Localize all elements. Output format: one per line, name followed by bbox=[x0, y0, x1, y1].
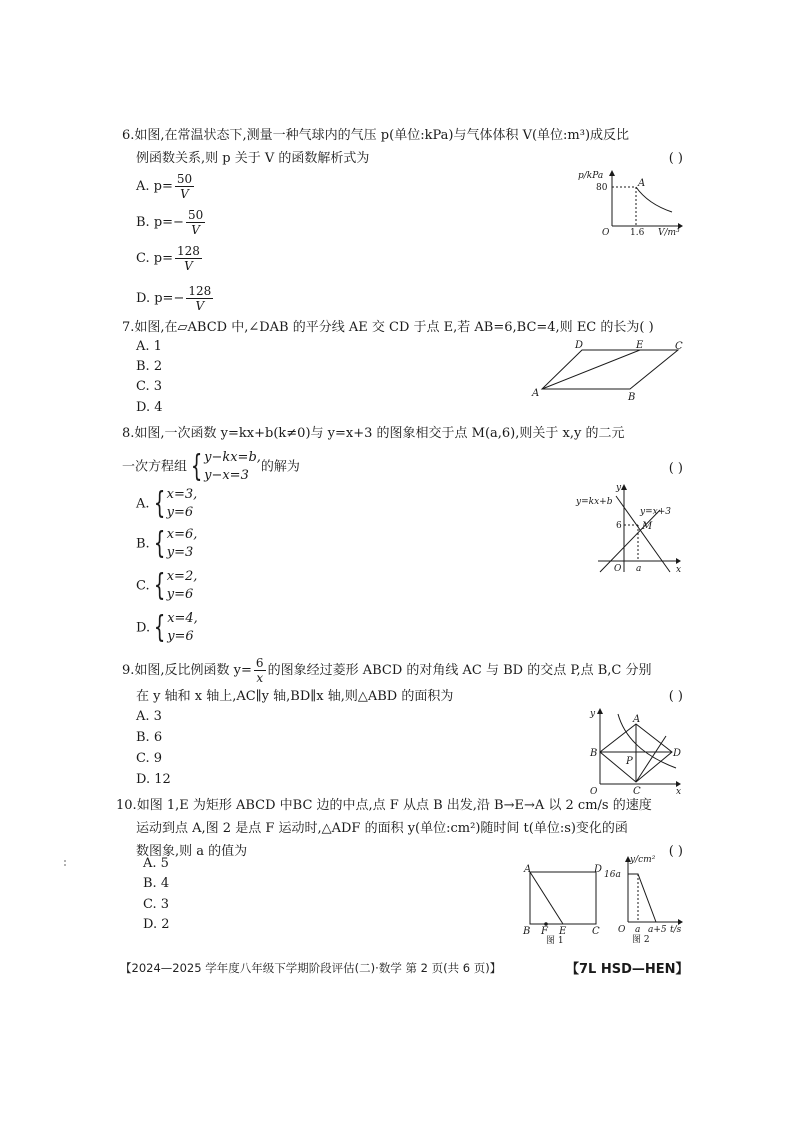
equation: y−x=3 bbox=[204, 468, 249, 483]
x-axis-label: V/m³ bbox=[658, 228, 680, 238]
q9-figure bbox=[584, 704, 684, 800]
point-b-label: B bbox=[523, 926, 531, 937]
question-8 bbox=[122, 422, 683, 485]
question-10-stem-line3 bbox=[116, 840, 683, 863]
question-10-stem bbox=[116, 794, 683, 817]
y-axis-label: y/cm² bbox=[630, 855, 656, 865]
question-6-stem bbox=[122, 124, 683, 147]
answer-bracket: ( ) bbox=[668, 461, 683, 476]
fraction bbox=[186, 208, 205, 237]
question-text: 数图象,则 a 的值为 bbox=[136, 844, 248, 859]
fraction bbox=[175, 172, 194, 201]
point-f-label: F bbox=[541, 926, 548, 937]
equation: y=6 bbox=[167, 629, 194, 644]
question-text: 一次方程组 bbox=[122, 459, 188, 475]
q10-figure-2 bbox=[604, 852, 688, 950]
option-b: B. { x=6, y=3 bbox=[136, 526, 198, 561]
q10-figure-1 bbox=[518, 862, 610, 950]
figure-caption: 图 2 bbox=[632, 935, 650, 945]
option-c: C. 9 bbox=[136, 751, 163, 766]
scan-speck bbox=[64, 860, 66, 862]
point-a-label: A bbox=[524, 864, 532, 875]
option-d: D. { x=4, y=6 bbox=[136, 610, 198, 645]
equation: y=6 bbox=[166, 587, 194, 602]
question-6 bbox=[122, 124, 683, 170]
option-a: A. 3 bbox=[136, 709, 162, 724]
point-c-label: C bbox=[633, 786, 641, 797]
question-text: 如图,在▱ABCD 中,∠DAB 的平分线 AE 交 CD 于点 E,若 AB=6,BC=4,则 EC 的长为( ) bbox=[134, 320, 654, 335]
y-tick: 80 bbox=[596, 183, 608, 193]
question-text: 在 y 轴和 x 轴上,AC∥y 轴,BD∥x 轴,则△ABD 的面积为 bbox=[136, 689, 454, 704]
q6-figure bbox=[570, 168, 690, 240]
question-text: 如图,反比例函数 y= bbox=[134, 663, 252, 678]
option-b: B. 2 bbox=[136, 359, 163, 374]
option-d bbox=[136, 284, 215, 313]
option-label: A. bbox=[136, 496, 150, 512]
point-a-label: A bbox=[532, 388, 540, 399]
numerator: 50 bbox=[187, 208, 204, 222]
option-b: B. 6 bbox=[136, 730, 163, 745]
fraction bbox=[175, 244, 202, 273]
point-label: A bbox=[638, 178, 646, 189]
equation: x=3, bbox=[166, 487, 198, 502]
question-7 bbox=[122, 316, 683, 339]
question-10-stem-line2 bbox=[116, 817, 683, 840]
answer-bracket: ( ) bbox=[668, 689, 683, 704]
equation: y=3 bbox=[166, 545, 194, 560]
option-c: C. 3 bbox=[136, 379, 163, 394]
origin-label: O bbox=[602, 228, 610, 238]
denominator: x bbox=[256, 671, 264, 685]
line2-label: y=x+3 bbox=[640, 507, 671, 517]
numerator: 128 bbox=[176, 244, 200, 258]
point-e-label: E bbox=[636, 340, 644, 351]
equation: y−kx=b, bbox=[204, 450, 261, 465]
question-text: 的解为 bbox=[260, 459, 300, 475]
numerator: 6 bbox=[255, 656, 264, 670]
y-tick: 6 bbox=[616, 521, 622, 531]
y-tick: 16a bbox=[604, 870, 621, 880]
denominator: V bbox=[191, 223, 200, 237]
option-label: B. bbox=[136, 536, 150, 552]
scan-speck bbox=[64, 864, 66, 866]
x-axis-label: t/s bbox=[670, 925, 682, 935]
x-tick-2: a+5 bbox=[648, 925, 667, 935]
point-b-label: B bbox=[628, 392, 636, 403]
origin-label: O bbox=[618, 925, 626, 935]
y-axis-label: p/kPa bbox=[578, 171, 604, 181]
page-footer: 【2024—2025 学年度八年级下学期阶段评估(二)·数学 第 2 页(共 6 页)】 bbox=[120, 961, 502, 975]
fraction bbox=[186, 284, 213, 313]
q7-figure bbox=[530, 338, 690, 404]
question-text: 例函数关系,则 p 关于 V 的函数解析式为 bbox=[136, 151, 370, 166]
point-a-label: A bbox=[633, 714, 641, 725]
option-c bbox=[136, 244, 204, 273]
line1-label: y=kx+b bbox=[576, 497, 613, 507]
numerator: 128 bbox=[188, 284, 212, 298]
option-a: A. 1 bbox=[136, 339, 162, 354]
question-text: 的图象经过菱形 ABCD 的对角线 AC 与 BD 的交点 P,点 B,C 分别 bbox=[267, 663, 652, 678]
option-label: D. bbox=[136, 620, 151, 636]
equation: x=6, bbox=[166, 527, 198, 542]
option-b: B. 4 bbox=[143, 876, 170, 891]
question-number: 7. bbox=[122, 320, 135, 335]
option-label: D. p=− bbox=[136, 291, 185, 306]
option-d: D. 4 bbox=[136, 400, 163, 415]
option-a: A. { x=3, y=6 bbox=[136, 486, 198, 521]
option-c: C. 3 bbox=[143, 897, 170, 912]
question-8-stem-line2 bbox=[122, 449, 683, 485]
question-text: 如图 1,E 为矩形 ABCD 中BC 边的中点,点 F 从点 B 出发,沿 B→E→A 以 2 cm/s 的速度 bbox=[136, 798, 652, 813]
option-label: C. p= bbox=[136, 251, 173, 266]
question-9 bbox=[122, 656, 683, 708]
point-c-label: C bbox=[675, 341, 683, 352]
question-number: 9. bbox=[122, 663, 135, 678]
point-d-label: D bbox=[673, 748, 682, 759]
x-tick: 1.6 bbox=[630, 228, 645, 238]
figure-caption: 图 1 bbox=[546, 936, 564, 946]
question-10 bbox=[116, 794, 683, 863]
option-a: A. 5 bbox=[143, 856, 169, 871]
point-p-label: P bbox=[626, 756, 633, 767]
fraction bbox=[254, 656, 266, 685]
equation: x=2, bbox=[166, 569, 198, 584]
q8-figure bbox=[576, 482, 686, 578]
point-d-label: D bbox=[575, 340, 584, 351]
x-axis-label: x bbox=[676, 787, 682, 797]
answer-bracket: ( ) bbox=[668, 844, 683, 859]
answer-bracket: ( ) bbox=[668, 151, 683, 166]
question-text: 运动到点 A,图 2 是点 F 运动时,△ADF 的面积 y(单位:cm²)随时间 t(单位:s)变化的函 bbox=[136, 821, 628, 836]
equation: x=4, bbox=[167, 611, 198, 626]
question-number: 8. bbox=[122, 426, 135, 441]
question-text: 如图,一次函数 y=kx+b(k≠0)与 y=x+3 的图象相交于点 M(a,6),则关于 x,y 的二元 bbox=[134, 426, 625, 441]
option-d: D. 2 bbox=[143, 917, 170, 932]
question-9-stem bbox=[122, 656, 683, 685]
point-label: M bbox=[642, 521, 653, 532]
origin-label: O bbox=[614, 564, 622, 574]
option-label: B. p=− bbox=[136, 215, 184, 230]
point-e-label: E bbox=[559, 926, 567, 937]
option-label: A. p= bbox=[136, 179, 173, 194]
origin-label: O bbox=[590, 787, 598, 797]
option-b bbox=[136, 208, 207, 237]
denominator: V bbox=[184, 259, 193, 273]
question-6-stem-line2 bbox=[122, 147, 683, 170]
question-text: 如图,在常温状态下,测量一种气球内的气压 p(单位:kPa)与气体体积 V(单位:m³)成反比 bbox=[134, 128, 630, 143]
paper-code: 【7L HSD—HEN】 bbox=[566, 962, 689, 977]
question-8-stem bbox=[122, 422, 683, 445]
equation: y=6 bbox=[166, 505, 194, 520]
x-tick-1: a bbox=[635, 925, 641, 935]
option-a bbox=[136, 172, 196, 201]
denominator: V bbox=[195, 299, 205, 313]
point-b-label: B bbox=[590, 748, 598, 759]
option-label: C. bbox=[136, 578, 150, 594]
numerator: 50 bbox=[176, 172, 193, 186]
question-number: 10. bbox=[116, 798, 137, 813]
point-c-label: C bbox=[592, 926, 600, 937]
point-d-label: D bbox=[594, 864, 603, 875]
equation-system: { y−kx=b, y−x=3 bbox=[190, 449, 261, 484]
denominator: V bbox=[180, 187, 189, 201]
question-number: 6. bbox=[122, 128, 135, 143]
option-c: C. { x=2, y=6 bbox=[136, 568, 198, 603]
y-axis-label: y bbox=[590, 709, 596, 719]
y-axis-label: y bbox=[616, 483, 622, 493]
x-axis-label: x bbox=[676, 565, 682, 575]
option-d: D. 12 bbox=[136, 772, 171, 787]
x-tick: a bbox=[636, 564, 642, 574]
